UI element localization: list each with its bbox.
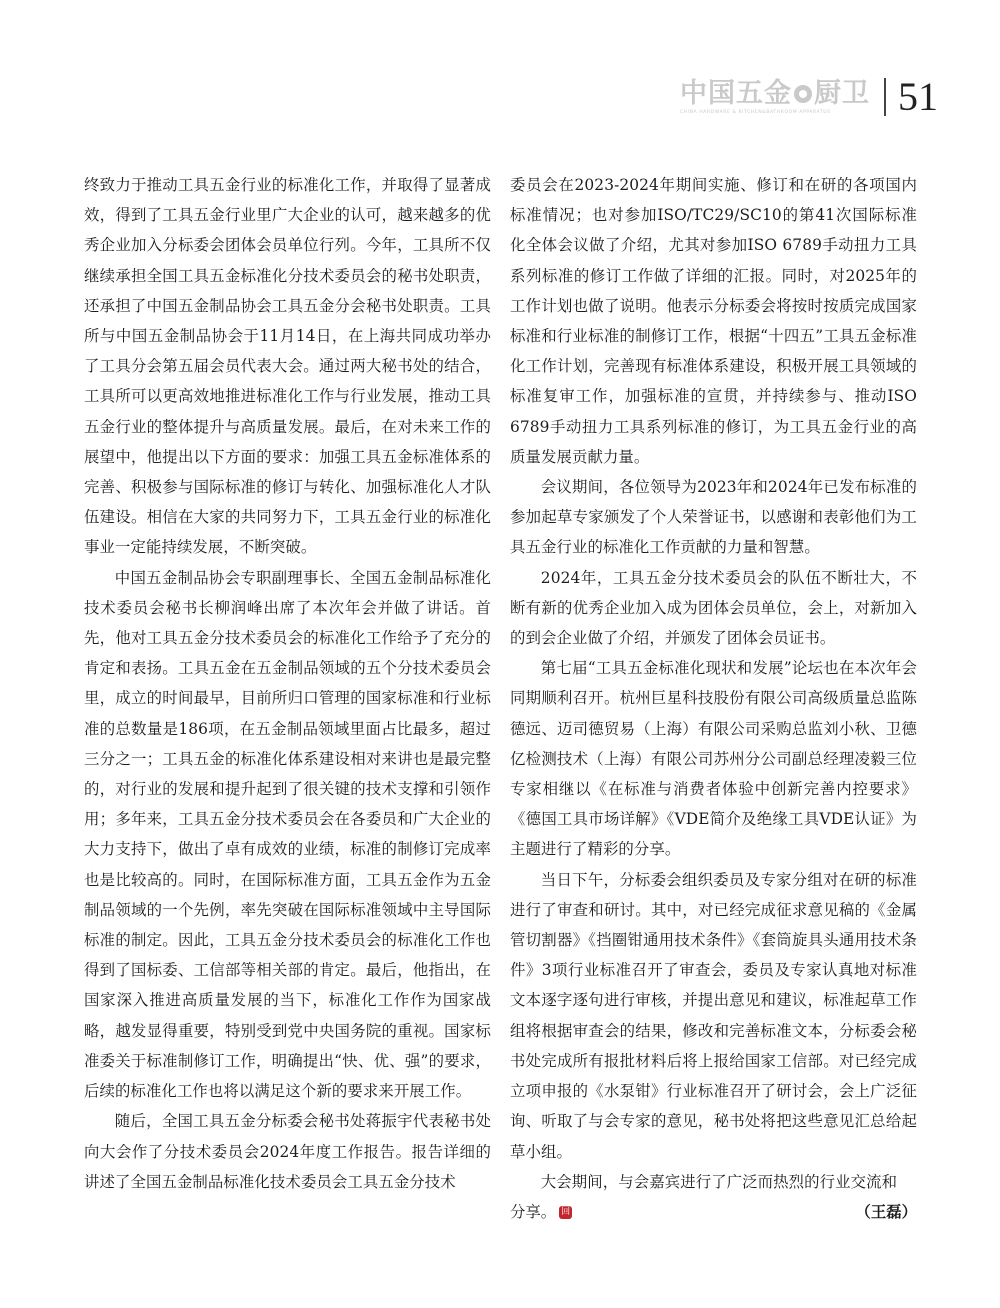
page-number: 51: [898, 74, 938, 119]
left-column: [84, 170, 491, 1197]
end-mark-icon: 回: [561, 1206, 571, 1217]
logo-text-a: 中国五金: [680, 78, 792, 109]
left-paragraph-3: 随后，全国工具五金分标委会秘书处蒋振宇代表秘书处向大会作了分技术委员会2024年度工作报告。报告详细的讲述了全国五金制品标准化技术委员会工具五金分技术: [84, 1112, 491, 1191]
right-paragraph-4: 第七届“工具五金标准化现状和发展”论坛也在本次年会同期顺利召开。杭州巨星科技股份有限公司高级质量总监陈德远、迈司德贸易（上海）有限公司采购总监刘小秋、卫德亿检测技术（上海）有限公司苏州分公司副总经理凌毅三位专家相继以《在标准与消费者体验中创新完善内控要求》《德国工具市场详解》《VDE简介及绝缘工具VDE认证》为主题进行了精彩的分享。: [510, 659, 917, 859]
left-paragraph-2: 中国五金制品协会专职副理事长、全国五金制品标准化技术委员会秘书长柳润峰出席了本次年会并做了讲话。首先，他对工具五金分技术委员会的标准化工作给予了充分的肯定和表扬。工具五金在五金制品领域的五个分技术委员会里，成立的时间最早，目前所归口管理的国家标准和行业标准的总数量是186项，在五金制品领域里面占比最多，超过三分之一；工具五金的标准化体系建设相对来讲也是最完整的，对行业的发展和提升起到了很关键的技术支撑和引领作用；多年来，工具五金分技术委员会在各委员和广大企业的大力支持下，做出了卓有成效的业绩，标准的制修订完成率也是比较高的。同时，在国际标准方面，工具五金作为五金制品领域的一个先例，率先突破在国际标准领域中主导国际标准的制定。因此，工具五金分技术委员会的标准化工作也得到了国标委、工信部等相关部的肯定。最后，他指出，在国家深入推进高质量发展的当下，标准化工作作为国家战略，越发显得重要，特别受到党中央国务院的重视。国家标准委关于标准制修订工作，明确提出“快、优、强”的要求，后续的标准化工作也将以满足这个新的要求来开展工作。: [84, 568, 491, 1101]
left-paragraph-1: 终致力于推动工具五金行业的标准化工作，并取得了显著成效，得到了工具五金行业里广大企业的认可，越来越多的优秀企业加入分标委会团体会员单位行列。今年，工具所不仅继续承担全国工具五金标准化分技术委员会的秘书处职责，还承担了中国五金制品协会工具五金分会秘书处职责。工具所与中国五金制品协会于11月14日，在上海共同成功举办了工具分会第五届会员代表大会。通过两大秘书处的结合，工具所可以更高效地推进标准化工作与行业发展，推动工具五金行业的整体提升与高质量发展。最后，在对未来工作的展望中，他提出以下方面的要求：加强工具五金标准体系的完善、积极参与国际标准的修订与转化、加强标准化人才队伍建设。相信在大家的共同努力下，工具五金行业的标准化事业一定能持续发展，不断突破。: [84, 176, 491, 557]
logo-ampersand-icon: [794, 85, 812, 103]
page-header: [680, 72, 938, 122]
right-paragraph-6: 大会期间，与会嘉宾进行了广泛而热烈的行业交流和: [540, 1172, 898, 1191]
logo-text-b: 厨卫: [814, 78, 870, 109]
logo-subtitle: CHINA HARDWARE & KITCHEN&BATHROOM APPARATUS: [680, 110, 831, 115]
logo-title: [680, 79, 870, 109]
end-text: 分享。: [510, 1202, 557, 1221]
author-name: （王磊）: [855, 1202, 917, 1221]
right-paragraph-2: 会议期间，各位领导为2023年和2024年已发布标准的参加起草专家颁发了个人荣誉证书，以感谢和表彰他们为工具五金行业的标准化工作贡献的力量和智慧。: [510, 478, 917, 557]
right-paragraph-1: 委员会在2023-2024年期间实施、修订和在研的各项国内标准情况；也对参加ISO/TC29/SC10的第41次国际标准化全体会议做了介绍，尤其对参加ISO 6789手动扭力工具系列标准的修订工作做了详细的汇报。同时，对2025年的工作计划也做了说明。他表示分标委会将按时按质完成国家标准和行业标准的制修订工作，根据“十四五”工具五金标准化工作计划，完善现有标准体系建设，积极开展工具领域的标准复审工作，加强标准的宣贯，并持续参与、推动ISO 6789手动扭力工具系列标准的修订，为工具五金行业的高质量发展贡献力量。: [510, 176, 917, 466]
header-divider: [884, 78, 886, 116]
magazine-logo: [680, 79, 870, 115]
right-paragraph-5: 当日下午，分标委会组织委员及专家分组对在研的标准进行了审查和研讨。其中，对已经完成征求意见稿的《金属管切割器》《挡圈钳通用技术条件》《套筒旋具头通用技术条件》3项行业标准召开了审查会，委员及专家认真地对标准文本逐字逐句进行审核，并提出意见和建议，标准起草工作组将根据审查会的结果，修改和完善标准文本，分标委会秘书处完成所有报批材料后将上报给国家工信部。对已经完成立项申报的《水泵钳》行业标准召开了研讨会，会上广泛征询、听取了与会专家的意见，秘书处将把这些意见汇总给起草小组。: [510, 870, 917, 1161]
right-column: [510, 170, 917, 1227]
article-end-row: [510, 1197, 917, 1227]
article-end: [510, 1197, 572, 1227]
right-paragraph-3: 2024年，工具五金分技术委员会的队伍不断壮大，不断有新的优秀企业加入成为团体会员单位，会上，对新加入的到会企业做了介绍，并颁发了团体会员证书。: [510, 568, 917, 648]
